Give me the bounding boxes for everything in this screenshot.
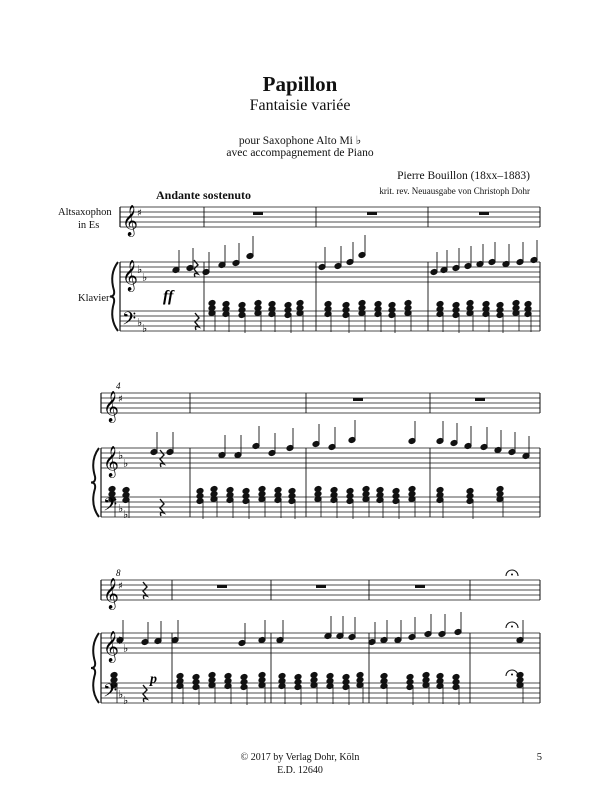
bass-clef-icon: 𝄢 xyxy=(103,681,118,706)
flat-key-icon: ♭ xyxy=(118,634,124,647)
note-head xyxy=(436,673,444,680)
page-number: 5 xyxy=(536,752,542,763)
note-head xyxy=(404,300,412,307)
dynamic-ff: ff xyxy=(163,288,174,305)
composer-credit: Pierre Bouillon (18xx–1883) xyxy=(397,170,530,182)
flat-key-icon: ♭ xyxy=(142,271,148,284)
note-head xyxy=(240,674,248,681)
treble-clef-icon: 𝄞 xyxy=(122,260,138,291)
dynamic-p: p xyxy=(150,672,157,687)
note-head xyxy=(242,488,250,495)
note-head xyxy=(330,487,338,494)
whole-rest-icon xyxy=(367,212,377,215)
whole-rest-icon xyxy=(253,212,263,215)
note-head xyxy=(408,486,416,493)
measure-number-8: 8 xyxy=(116,568,121,578)
quarter-rest-icon xyxy=(195,313,199,330)
note-head xyxy=(294,674,302,681)
flat-key-icon: ♭ xyxy=(118,502,124,515)
flat-key-icon: ♭ xyxy=(118,449,124,462)
note-head xyxy=(392,488,400,495)
note-heads xyxy=(108,212,538,705)
instrument-label-alto-key: in Es xyxy=(78,220,100,231)
treble-clef-icon: 𝄞 xyxy=(103,578,119,609)
note-head xyxy=(342,674,350,681)
sharp-key-icon: ♯ xyxy=(118,394,123,405)
instrument-label-alto: Altsaxophon xyxy=(58,207,112,218)
whole-rest-icon xyxy=(217,585,227,588)
whole-rest-icon xyxy=(353,398,363,401)
edition-number: E.D. 12640 xyxy=(277,765,323,776)
piano-brace xyxy=(91,448,99,517)
note-head xyxy=(406,674,414,681)
note-head xyxy=(110,672,118,679)
note-head xyxy=(208,300,216,307)
piece-title: Papillon xyxy=(262,72,338,96)
piano-brace xyxy=(91,633,99,703)
treble-clef-icon: 𝄞 xyxy=(103,391,119,422)
note-head xyxy=(324,301,332,308)
note-head xyxy=(226,487,234,494)
flat-key-icon: ♭ xyxy=(123,508,129,521)
note-head xyxy=(376,487,384,494)
note-head xyxy=(278,673,286,680)
note-head xyxy=(224,673,232,680)
note-head xyxy=(192,674,200,681)
instrument-label-piano: Klavier xyxy=(78,293,110,304)
flat-key-icon: ♭ xyxy=(123,642,129,655)
note-head xyxy=(238,302,246,309)
treble-clef-icon: 𝄞 xyxy=(103,446,119,477)
note-head xyxy=(524,301,532,308)
tempo-marking: Andante sostenuto xyxy=(156,188,252,202)
whole-rest-icon xyxy=(316,585,326,588)
note-head xyxy=(258,672,266,679)
bass-clef-icon: 𝄢 xyxy=(122,309,137,334)
note-head xyxy=(176,673,184,680)
note-head xyxy=(108,486,116,493)
note-head xyxy=(374,301,382,308)
sharp-key-icon: ♯ xyxy=(137,208,142,219)
whole-rest-icon xyxy=(479,212,489,215)
treble-clef-icon: 𝄞 xyxy=(122,205,138,236)
piece-subtitle: Fantaisie variée xyxy=(249,97,351,114)
note-head xyxy=(326,673,334,680)
fermata-dot xyxy=(511,626,513,628)
note-head xyxy=(310,672,318,679)
fermata-dot xyxy=(511,574,513,576)
note-head xyxy=(254,300,262,307)
note-head xyxy=(296,300,304,307)
note-head xyxy=(466,488,474,495)
staff-lines xyxy=(91,207,540,703)
note-head xyxy=(496,302,504,309)
whole-rest-icon xyxy=(475,398,485,401)
note-head xyxy=(436,487,444,494)
note-head xyxy=(346,488,354,495)
note-head xyxy=(314,486,322,493)
flat-key-icon: ♭ xyxy=(123,457,129,470)
note-head xyxy=(496,486,504,493)
note-head xyxy=(288,488,296,495)
flat-key-icon: ♭ xyxy=(137,316,143,329)
note-head xyxy=(466,300,474,307)
quarter-rest-icon xyxy=(143,582,147,599)
flat-key-icon: ♭ xyxy=(142,322,148,335)
note-head xyxy=(388,302,396,309)
treble-clef-icon: 𝄞 xyxy=(103,631,119,662)
flat-key-icon: ♭ xyxy=(137,263,143,276)
note-head xyxy=(122,487,130,494)
note-head xyxy=(436,301,444,308)
note-head xyxy=(422,672,430,679)
note-head xyxy=(274,487,282,494)
note-head xyxy=(196,488,204,495)
note-head xyxy=(222,301,230,308)
note-head xyxy=(268,301,276,308)
editor-credit: krit. rev. Neuausgabe von Christoph Dohr xyxy=(379,186,530,196)
note-head xyxy=(452,302,460,309)
whole-rest-icon xyxy=(415,585,425,588)
note-head xyxy=(452,674,460,681)
dedication-line-2: avec accompagnement de Piano xyxy=(226,147,374,159)
quarter-rest-icon xyxy=(160,499,164,516)
note-head xyxy=(358,300,366,307)
note-head xyxy=(380,673,388,680)
clefs-and-signatures xyxy=(103,204,147,707)
note-head xyxy=(482,301,490,308)
dedication-line-1: pour Saxophone Alto Mi ♭ xyxy=(238,135,362,147)
note-head xyxy=(258,486,266,493)
note-head xyxy=(210,486,218,493)
flat-key-icon: ♭ xyxy=(123,694,129,707)
measure-number-4: 4 xyxy=(116,381,121,391)
note-head xyxy=(284,302,292,309)
bass-clef-icon: 𝄢 xyxy=(103,495,118,520)
note-head xyxy=(362,486,370,493)
piano-brace xyxy=(110,262,118,331)
fermata-dot xyxy=(511,674,513,676)
note-head xyxy=(342,302,350,309)
quarter-rest-icon xyxy=(143,685,147,702)
quarter-rest-icon xyxy=(194,260,198,277)
quarter-rest-icon xyxy=(160,450,164,467)
copyright-notice: © 2017 by Verlag Dohr, Köln xyxy=(240,752,360,763)
note-head xyxy=(208,672,216,679)
flat-key-icon: ♭ xyxy=(118,688,124,701)
sharp-key-icon: ♯ xyxy=(118,581,123,592)
note-head xyxy=(512,300,520,307)
note-head xyxy=(356,672,364,679)
